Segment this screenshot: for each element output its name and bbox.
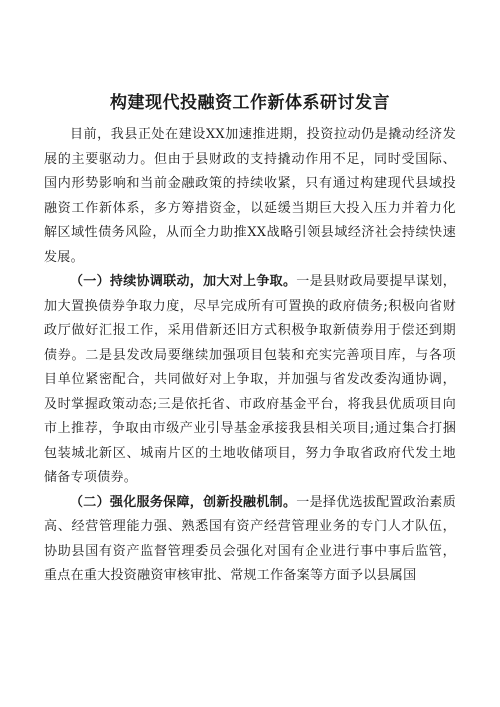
document-title: 构建现代投融资工作新体系研讨发言 [110,93,390,113]
section-1-heading: （一）持续协调联动，加大对上争取。 [70,274,297,289]
paragraph-section-1 [44,270,456,491]
paragraph-intro-text: 目前，我县正处在建设XX加速推进期，投资拉动仍是撬动经济发展的主要驱动力。但由于县财政的支持撬动作用不足，同时受国际、国内形势影响和当前金融政策的持续收紧，只有通过构建现代县域投融资工作新体系，多方筹措资金，以延缓当期巨大投入压力并着力化解区域性债务风险，从而全力助推XX战略引领县域经济社会持续快速发展。 [44,127,456,265]
section-2-text: 一是择优选拔配置政治素质高、经营管理能力强、熟悉国有资产经营管理业务的专门人才队伍，协助县国有资产监督管理委员会强化对国有企业进行事中事后监管，重点在重大投资融资审核审批、常规工作备案等方面予以县属国 [44,494,456,583]
paragraph-section-2 [44,491,456,589]
paragraph-intro [44,123,456,270]
section-2-heading: （二）强化服务保障，创新投融机制。 [70,494,297,510]
section-1-text: 一是县财政局要提早谋划，加大置换债券争取力度，尽早完成所有可置换的政府债务;积极向省财政厅做好汇报工作，采用借新还旧方式积极争取新债券用于偿还到期债券。二是县发改局要继续加强项目包装和充实完善项目库，与各项目单位紧密配合，共同做好对上争取，并加强与省发改委沟通协调，及时掌握政策动态;三是依托省、市政府基金平台，将我县优质项目向市上推荐，争取由市级产业引导基金承接我县相关项目;通过集合打捆包装城北新区、城南片区的土地收储项目，努力争取省政府代发土地储备专项债券。 [44,274,456,485]
